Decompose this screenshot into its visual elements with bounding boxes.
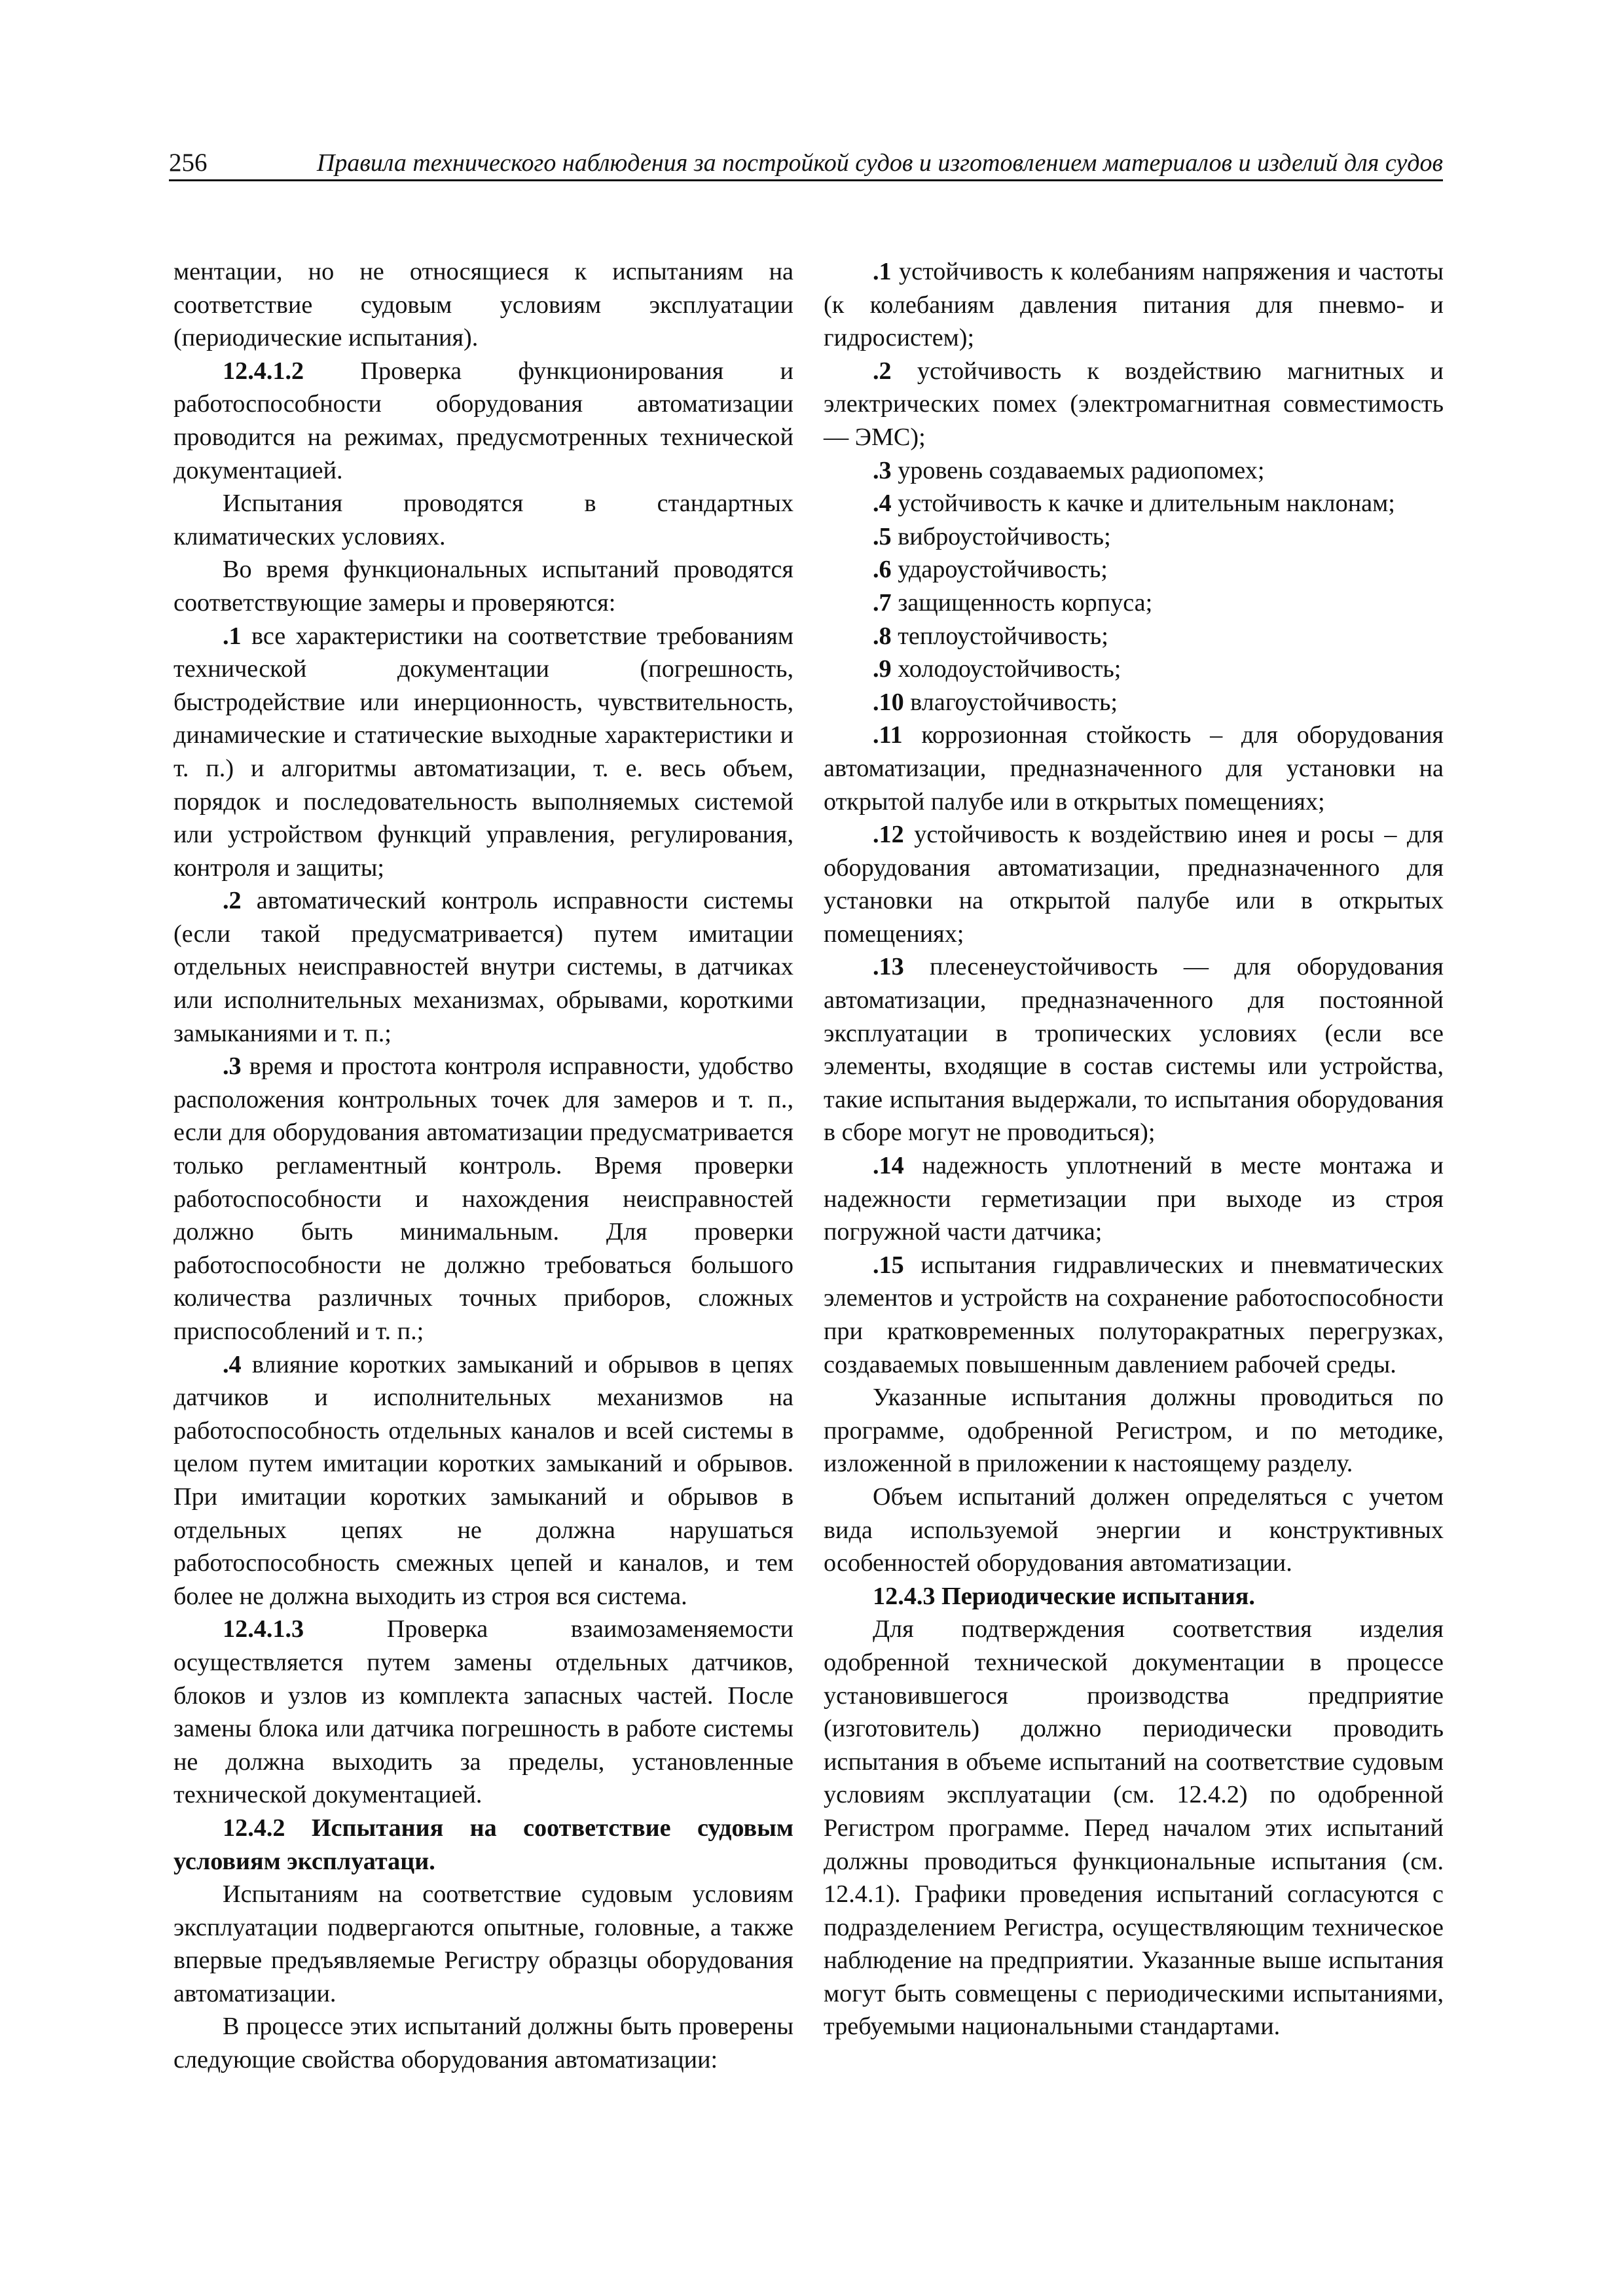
item-text: устойчивость к колебаниям напряжения и частоты (к колебаниям давления питания для пневмо- и гидросистем);: [824, 258, 1444, 352]
paragraph: В процессе этих испытаний должны быть проверены следующие свойства оборудования автоматизации:: [173, 2013, 793, 2074]
item-number: .11: [873, 721, 903, 749]
item-number: .3: [873, 456, 892, 484]
item-number: .10: [873, 688, 904, 716]
item-text: коррозионная стойкость – для оборудования автоматизации, предназначенного для установки на открытой палубе или в открытых помещениях;: [824, 721, 1444, 816]
item-text: плесенеустойчивость — для оборудования автоматизации, предназначенного для постоянной эксплуатации в тропических условиях (если все элементы, входящие в состав системы или устройства, такие испытания выдержали, то испытания оборудования в сборе могут не проводиться);: [824, 953, 1444, 1147]
paragraph: Испытания проводятся в стандартных климатических условиях.: [173, 490, 793, 550]
list-item: [824, 818, 1444, 950]
item-number: .6: [873, 556, 892, 584]
item-text: устойчивость к качке и длительным наклонам;: [891, 490, 1395, 518]
item-number: .3: [223, 1052, 242, 1081]
list-item: [824, 586, 1444, 620]
list-item: [824, 255, 1444, 355]
paragraph: Во время функциональных испытаний проводятся соответствующие замеры и проверяются:: [173, 556, 793, 617]
item-number: .1: [873, 258, 892, 285]
item-text: устойчивость к воздействию магнитных и электрических помех (электромагнитная совместимость — ЭМС);: [824, 357, 1444, 451]
item-text: надежность уплотнений в месте монтажа и надежности герметизации при выходе из строя погружной части датчика;: [824, 1152, 1444, 1246]
item-text: испытания гидравлических и пневматических элементов и устройств на сохранение работоспособности при кратковременных полуторакратных перегрузках, создаваемых повышенным давлением рабочей среды.: [824, 1251, 1444, 1378]
item-text: влияние коротких замыканий и обрывов в цепях датчиков и исполнительных механизмов на работоспособность отдельных каналов и всей системы в целом путем имитации коротких замыканий и обрывов. При имитации коротких замыканий и обрывов в отдельных цепях не должна нарушаться работоспособность смежных цепей и каналов, и тем более не должна выходить из строя вся система.: [173, 1350, 793, 1610]
list-item: [824, 653, 1444, 686]
running-title: Правила технического наблюдения за постройкой судов и изготовлением материалов и изделий для судов: [316, 149, 1443, 177]
list-item: [173, 1348, 793, 1613]
list-item: [824, 620, 1444, 653]
item-number: .4: [223, 1350, 242, 1378]
list-item: [173, 884, 793, 1050]
list-item: [824, 487, 1444, 520]
item-number: .2: [873, 357, 892, 385]
item-text: теплоустойчивость;: [891, 622, 1108, 650]
item-text: защищенность корпуса;: [891, 588, 1153, 617]
item-number: .14: [873, 1152, 904, 1180]
section-heading: 12.4.3 Периодические испытания.: [873, 1582, 1255, 1610]
list-item: [173, 1050, 793, 1348]
item-text: удароустойчивость;: [891, 556, 1108, 584]
header-rule: [169, 179, 1443, 181]
item-number: .9: [873, 655, 892, 683]
item-text: уровень создаваемых радиопомех;: [891, 456, 1265, 484]
page-header: [169, 145, 1443, 178]
item-text: влагоустойчивость;: [903, 688, 1118, 716]
list-item: [824, 355, 1444, 454]
paragraph: Указанные испытания должны проводиться по программе, одобренной Регистром, и по методике, изложенной в приложении к настоящему разделу.: [824, 1384, 1444, 1478]
list-item: [824, 1149, 1444, 1249]
list-item: [824, 553, 1444, 586]
left-column: [173, 255, 793, 2077]
list-item: [824, 950, 1444, 1149]
section-heading: 12.4.2 Испытания на соответствие судовым условиям эксплуатаци.: [173, 1814, 793, 1875]
item-number: .2: [223, 887, 242, 915]
item-number: .7: [873, 588, 892, 617]
item-text: устойчивость к воздействию инея и росы – для оборудования автоматизации, предназначенного для установки на открытой палубе или в открытых помещениях;: [824, 821, 1444, 948]
list-item: [824, 520, 1444, 554]
paragraph: [173, 1613, 793, 1812]
item-number: .5: [873, 522, 892, 550]
item-text: холодоустойчивость;: [891, 655, 1122, 683]
paragraph: Испытаниям на соответствие судовым условиям эксплуатации подвергаются опытные, головные, а также впервые предъявляемые Регистру образцы оборудования автоматизации.: [173, 1880, 793, 2007]
right-column: [824, 255, 1444, 2043]
clause-text: Проверка взаимозаменяемости осуществляется путем замены отдельных датчиков, блоков и узлов из комплекта запасных частей. После замены блока или датчика погрешность в работе системы не должна выходить за пределы, установленные технической документацией.: [173, 1615, 793, 1809]
item-number: .4: [873, 490, 892, 518]
item-number: .15: [873, 1251, 904, 1279]
list-item: [824, 686, 1444, 719]
list-item: [824, 1249, 1444, 1381]
paragraph: ментации, но не относящиеся к испытаниям на соответствие судовым условиям эксплуатации (периодические испытания).: [173, 258, 793, 352]
item-number: .12: [873, 821, 904, 849]
item-text: время и простота контроля исправности, удобство расположения контрольных точек для замеров и т. п., если для оборудования автоматизации предусматривается только регламентный контроль. Время проверки работоспособности и нахождения неисправностей должно быть минимальным. Для проверки работоспособности не должно требоваться большого количества различных точных приборов, сложных приспособлений и т. п.;: [173, 1052, 793, 1345]
item-number: .13: [873, 953, 904, 981]
list-item: [824, 719, 1444, 818]
clause-number: 12.4.1.2: [223, 357, 304, 385]
item-text: виброустойчивость;: [891, 522, 1111, 550]
list-item: [824, 454, 1444, 488]
list-item: [173, 620, 793, 885]
paragraph: Объем испытаний должен определяться с учетом вида используемой энергии и конструктивных особенностей оборудования автоматизации.: [824, 1482, 1444, 1577]
page-number: 256: [169, 149, 208, 177]
clause-text: Проверка функционирования и работоспособности оборудования автоматизации проводится на режимах, предусмотренных технической документацией.: [173, 357, 793, 484]
item-number: .1: [223, 622, 242, 650]
item-number: .8: [873, 622, 892, 650]
item-text: автоматический контроль исправности системы (если такой предусматривается) путем имитации отдельных неисправностей внутри системы, в датчиках или исполнительных механизмах, обрывами, короткими замыканиями и т. п.;: [173, 887, 793, 1047]
clause-number: 12.4.1.3: [223, 1615, 304, 1643]
item-text: все характеристики на соответствие требованиям технической документации (погрешность, быстродействие или инерционность, чувствительность, динамические и статические выходные характеристики и т. п.) и алгоритмы автоматизации, т. е. весь объем, порядок и последовательность выполняемых системой или устройством функций управления, регулирования, контроля и защиты;: [173, 622, 793, 882]
paragraph: Для подтверждения соответствия изделия одобренной технической документации в процессе установившегося производства предприятие (изготовитель) должно периодически проводить испытания в объеме испытаний на соответствие судовым условиям эксплуатации (см. 12.4.2) по одобренной Регистром программе. Перед началом этих испытаний должны проводиться функциональные испытания (см. 12.4.1). Графики проведения испытаний согласуются с подразделением Регистра, осуществляющим техническое наблюдение на предприятии. Указанные выше испытания могут быть совмещены с периодическими испытаниями, требуемыми национальными стандартами.: [824, 1615, 1444, 2041]
paragraph: [173, 355, 793, 487]
